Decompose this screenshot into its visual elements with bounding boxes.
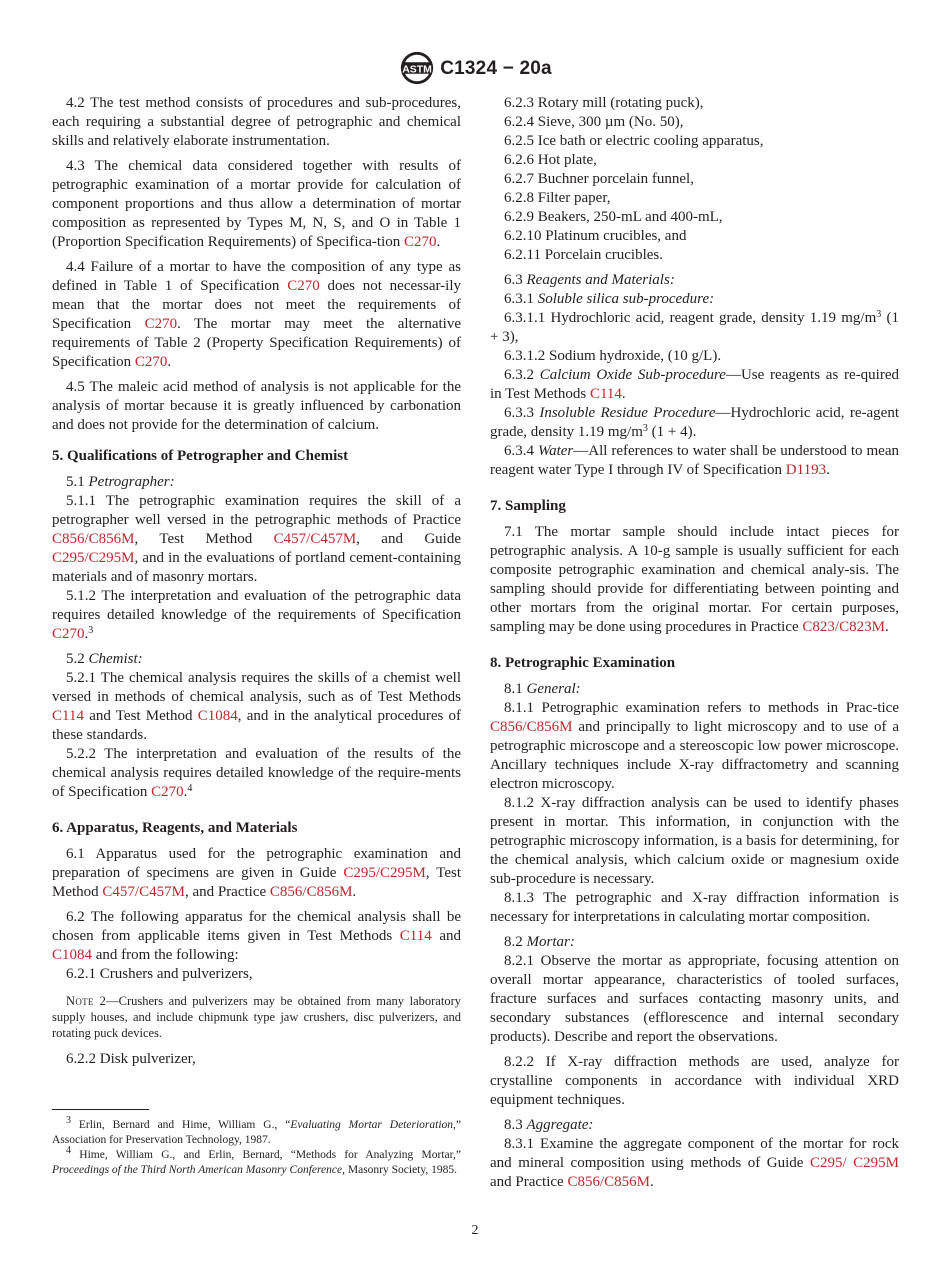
para-7-1-text: 7.1 The mortar sample should include intact pieces for petrographic analysis. A 10-g sample is usually sufficient for each composite petrographic examination and chemical analy-sis. The sampling should provide for differentiating between pointing and other mortars from the original mortar. For certain purposes, sampling may be done using procedures in Practice (490, 524, 899, 635)
para-8-2-2: 8.2.2 If X-ray diffraction methods are used, analyze for crystalline components in accordance with individual XRD equipment techniques. (490, 1054, 899, 1108)
section-5-heading: 5. Qualifications of Petrographer and Chemist (52, 448, 349, 464)
para-5-2-1 (52, 669, 461, 745)
para-5-1-num: 5.1 (66, 474, 85, 490)
para-6-3-title: Reagents and Materials: (526, 272, 675, 288)
para-4-3-text: 4.3 The chemical data considered together with results of petrographic examination of a mortar provide for calculation of component proportions and thus allow a determination of mortar composition as represented by Types M, N, S, and O in Table 1 (Proportion Specification Requirements) of Specifica-tion (52, 158, 461, 250)
para-6-3-2-text: —Use reagents as re-quired in Test Methods (490, 367, 900, 402)
para-8-2-1: 8.2.1 Observe the mortar as appropriate, focusing attention on overall mortar appearance, characteristics of tooled surfaces, fracture surfaces and surfaces contacting masonry units, and secondary substances (efflorescence and internal secondary products). Describe and report the observations. (490, 953, 899, 1045)
para-5-2-1-text-a: 5.2.1 The chemical analysis requires the skills of a chemist well versed in methods of chemical analysis, such as of Test Methods (52, 670, 461, 705)
para-5-2-2-text: 5.2.2 The interpretation and evaluation of the results of the chemical analysis requires detailed knowledge of the require-ments of Specification (52, 746, 461, 800)
para-8-1-1-text-b: and principally to light microscopy and to use of a petrographic microscope and a stereoscopic low power microscope. Ancillary techniques include X-ray diffractometry and scanning electron microscopy. (490, 719, 900, 792)
para-8-2 (490, 933, 899, 952)
para-6-2-10: 6.2.10 Platinum crucibles, and (504, 228, 687, 244)
para-6-2-text-a: 6.2 The following apparatus for the chemical analysis shall be chosen from applicable items given in Test Methods (52, 909, 461, 944)
para-7-1: 7.1 The mortar sample should include intact pieces for petrographic analysis. A 10-g sample is usually sufficient for each composite petrographic examination and chemical analy-sis. The sampling should provide for differentiating between pointing and other mortars from the original mortar. For certain purposes, sampling may be done using procedures in Practice C823/C823M. (490, 524, 899, 635)
link-c1084[interactable]: C1084 (197, 708, 238, 724)
para-6-2-9: 6.2.9 Beakers, 250-mL and 400-mL, (504, 209, 723, 225)
para-5-2 (52, 650, 461, 669)
link-c856[interactable]: C856/C856M (490, 719, 573, 735)
para-5-2-title: Chemist: (88, 651, 143, 667)
link-c270[interactable]: C270 (404, 234, 437, 250)
para-6-3-3-end: (1 + 4). (647, 424, 697, 440)
para-6-3-3-title: Insoluble Residue Procedure (539, 405, 716, 421)
para-5-2-num: 5.2 (66, 651, 85, 667)
para-8-1-title: General: (526, 681, 581, 697)
para-6-3-1-title: Soluble silica sub-procedure: (537, 291, 715, 307)
para-6-3-1-1 (490, 309, 899, 347)
link-c1084[interactable]: C1084 (52, 947, 93, 963)
para-6-3-4-text: —All references to water shall be understood to mean reagent water Type I through IV of Specification (490, 443, 899, 478)
para-4-5: 4.5 The maleic acid method of analysis is not applicable for the analysis of mortar because it is greatly influenced by carbonation and does not provide for the determination of calcium. (52, 379, 461, 433)
footnote-ref-4[interactable]: 4 (187, 783, 193, 794)
link-c270[interactable]: C270 (134, 354, 168, 370)
link-c823[interactable]: C823/C823M (802, 619, 885, 635)
para-6-3-1-1-text-a: 6.3.1.1 Hydrochloric acid, reagent grade, density 1.19 mg/m (504, 310, 877, 326)
note-2-label: Note 2 (66, 994, 107, 1008)
para-8-1-2: 8.1.2 X-ray diffraction analysis can be used to identify phases present in mortar. This information, in conjunction with the petrographic microscopy information, is a basis for determining, for the chemical analysis, which calcium oxide or magnesium oxide sub-procedure is necessary. (490, 795, 899, 887)
para-6-2-1: 6.2.1 Crushers and pulverizers, (66, 966, 253, 982)
para-6-3-4-title: Water (537, 443, 574, 459)
para-4-4: 4.4 Failure of a mortar to have the composition of any type as defined in Table 1 of Specification C270 does not necessar-ily mean that the mortar does not meet the requirements of Specification C270. The mortar may meet the alternative requirements of Table 2 (Property Specification Requirements) of Specification C270. (52, 259, 462, 370)
footnote-3-text-a: Erlin, Bernard and Hime, William G., “ (78, 1119, 291, 1131)
footnote-3-text-b: ,” Association for Preservation Technology, 1987. (52, 1119, 461, 1146)
link-c856[interactable]: C856/C856M (567, 1174, 650, 1190)
para-5-1-1-text-c: , and Guide (356, 531, 462, 547)
para-6-3-1-1-text-b: (1 + 3), (490, 310, 899, 345)
footnotes (52, 1115, 461, 1178)
footnote-4 (52, 1145, 461, 1177)
para-6-2 (52, 908, 461, 965)
link-c457[interactable]: C457/C457M (102, 884, 185, 900)
para-8-3-title: Aggregate: (526, 1117, 594, 1133)
para-4-3: 4.3 The chemical data considered together with results of petrographic examination of a mortar provide for calculation of component proportions and thus allow a determination of mortar composition as represented by Types M, N, S, and O in Table 1 (Proportion Specification Requirements) of Specifica-tion C270. (52, 158, 461, 250)
para-6-2-2: 6.2.2 Disk pulverizer, (66, 1051, 196, 1067)
para-6-2-11: 6.2.11 Porcelain crucibles. (504, 247, 663, 263)
footnote-4-num: 4 (66, 1145, 71, 1156)
para-6-2-8: 6.2.8 Filter paper, (504, 190, 611, 206)
link-c856[interactable]: C856/C856M (269, 884, 353, 900)
link-c457[interactable]: C457/C457M (273, 531, 357, 547)
para-8-2-title: Mortar: (526, 934, 575, 950)
para-8-3-num: 8.3 (504, 1117, 523, 1133)
footnote-3-num: 3 (66, 1115, 71, 1126)
para-6-3-1-num: 6.3.1 (504, 291, 534, 307)
para-4-2: 4.2 The test method consists of procedures and sub-procedures, each requiring a substantial degree of petrographic and chemical skills and relatively elaborate instrumentation. (52, 95, 461, 149)
link-c270[interactable]: C270 (287, 278, 320, 294)
link-c114[interactable]: C114 (399, 928, 432, 944)
para-6-3-4: 6.3.4 Water—All references to water shall be understood to mean reagent water Type I through IV of Specification D1193. (490, 443, 899, 478)
link-c114[interactable]: C114 (589, 386, 622, 402)
para-4-4-text-c: . The mortar may meet the alternative requirements of Table 2 (Property Specification Requirements) of Specification (52, 316, 461, 370)
para-8-3 (490, 1116, 899, 1135)
para-6-1-text-a: 6.1 Apparatus used for the petrographic examination and preparation of specimens are given in Guide (52, 846, 461, 881)
para-6-3-2: 6.3.2 Calcium Oxide Sub-procedure—Use reagents as re-quired in Test Methods C114. (490, 367, 900, 402)
para-6-2-text-b: and (439, 928, 462, 944)
document-id: C1324 − 20a (440, 57, 552, 79)
note-2-text: —Crushers and pulverizers may be obtained from many laboratory supply houses, and include chipmunk type jaw crushers, disc pulverizers, and rotating puck devices. (52, 994, 461, 1040)
para-6-3-3-num: 6.3.3 (504, 405, 534, 421)
para-6-1-text-c: , and Practice (184, 884, 267, 900)
section-8-heading: 8. Petrographic Examination (490, 655, 676, 671)
link-c114[interactable]: C114 (52, 708, 84, 724)
para-6-2-4: 6.2.4 Sieve, 300 µm (No. 50), (504, 114, 684, 130)
para-8-1-3: 8.1.3 The petrographic and X-ray diffraction information is necessary for interpretations in calculating mortar composition. (490, 890, 899, 925)
link-c295[interactable]: C295/C295M (343, 865, 426, 881)
page-number: 2 (471, 1223, 479, 1238)
para-5-2-1-text-c: , and in the analytical procedures of these standards. (52, 708, 462, 743)
para-6-3-3-text: —Hydrochloric acid, re-agent grade, density 1.19 mg/m (490, 405, 899, 440)
para-4-4-text-a: 4.4 Failure of a mortar to have the composition of any type as defined in Table 1 of Specification (52, 259, 461, 294)
para-6-3-num: 6.3 (504, 272, 523, 288)
para-6-2-text-c: and from the following: (95, 947, 239, 963)
para-6-3-1-1-sup: 3 (876, 309, 882, 320)
left-column (52, 94, 461, 1069)
para-6-2-5: 6.2.5 Ice bath or electric cooling apparatus, (504, 133, 764, 149)
footnote-4-text-b: , Masonry Society, 1985. (342, 1163, 458, 1176)
right-column (490, 94, 899, 1192)
para-4-4-text-b: does not necessar-ily mean that the mortar does not meet the requirements of Specification (52, 278, 462, 332)
para-8-3-1-text-a: 8.3.1 Examine the aggregate component of the mortar for rock and mineral composition using methods of Guide (490, 1136, 899, 1171)
para-6-3-4-num: 6.3.4 (504, 443, 534, 459)
para-6-1-text-b: Test Method (52, 865, 461, 900)
footnote-4-title: Proceedings of the Third North American Masonry Conference (52, 1163, 343, 1176)
para-5-1-2: 5.1.2 The interpretation and evaluation of the petrographic data requires detailed knowledge of the requirements of Specification C270.$^3$ (52, 588, 461, 642)
para-6-3 (490, 271, 899, 290)
para-6-3-3 (490, 404, 899, 442)
footnote-ref-3[interactable]: 3 (88, 625, 94, 636)
link-c856[interactable]: C856/C856M (52, 531, 135, 547)
footnote-3 (52, 1115, 461, 1147)
svg-text:ASTM: ASTM (402, 64, 433, 76)
para-6-2-7: 6.2.7 Buchner porcelain funnel, (504, 171, 694, 187)
para-8-3-1-text-b: and Practice (490, 1174, 564, 1190)
para-8-1-1 (490, 699, 899, 794)
link-c270[interactable]: C270 (52, 626, 85, 642)
note-2 (52, 993, 461, 1041)
page-header (0, 49, 950, 87)
para-8-1 (490, 680, 899, 699)
link-c270[interactable]: C270 (144, 316, 178, 332)
link-d1193[interactable]: D1193 (785, 462, 827, 478)
para-6-2-6: 6.2.6 Hot plate, (504, 152, 597, 168)
para-5-1-1 (52, 492, 461, 587)
para-8-1-num: 8.1 (504, 681, 523, 697)
section-7-heading: 7. Sampling (490, 498, 566, 514)
para-6-3-1-2: 6.3.1.2 Sodium hydroxide, (10 g/L). (504, 348, 722, 364)
para-5-1-1-text-d: , and in the evaluations of portland cement-containing materials and of masonry mortars. (52, 550, 461, 585)
para-8-2-num: 8.2 (504, 934, 523, 950)
footnote-3-title: Evaluating Mortar Deterioration (290, 1119, 454, 1131)
para-5-2-2: 5.2.2 The interpretation and evaluation of the results of the chemical analysis requires detailed knowledge of the require-ments of Specification C270.$^4$ (52, 746, 461, 800)
para-6-1: 6.1 Apparatus used for the petrographic examination and preparation of specimens are given in Guide C295/C295M, Test Method C457/C457M, and Practice C856/C856M. (52, 846, 461, 900)
link-c295[interactable]: C295/ C295M (809, 1155, 900, 1171)
footnote-divider (52, 1109, 149, 1110)
para-5-1 (52, 473, 461, 492)
para-6-3-2-title: Calcium Oxide Sub-procedure (539, 367, 726, 383)
para-6-3-3-sup: 3 (642, 423, 648, 434)
footnote-4-text-a: Hime, William G., and Erlin, Bernard, “Methods for Analyzing Mortar,” (79, 1149, 461, 1161)
para-5-1-1-text-b: , Test Method (134, 531, 253, 547)
para-6-3-2-num: 6.3.2 (504, 367, 534, 383)
para-6-3-1 (490, 290, 899, 309)
para-5-1-title: Petrographer: (88, 474, 175, 490)
link-c270[interactable]: C270 (151, 784, 184, 800)
section-6-heading: 6. Apparatus, Reagents, and Materials (52, 820, 298, 836)
para-8-1-1-text-a: 8.1.1 Petrographic examination refers to methods in Prac-tice (504, 700, 899, 716)
para-5-1-1-text-a: 5.1.1 The petrographic examination requires the skill of a petrographer well versed in the petrographic methods of Practice (52, 493, 461, 528)
astm-logo-icon (398, 49, 436, 87)
para-5-2-1-text-b: and Test Method (89, 708, 193, 724)
para-5-1-2-text: 5.1.2 The interpretation and evaluation of the petrographic data requires detailed knowledge of the requirements of Specification (52, 588, 461, 623)
para-8-3-1: 8.3.1 Examine the aggregate component of the mortar for rock and mineral composition using methods of Guide C295/ C295M and Practice C856/C856M. (490, 1136, 900, 1190)
link-c295[interactable]: C295/C295M (52, 550, 135, 566)
para-6-2-3: 6.2.3 Rotary mill (rotating puck), (504, 95, 704, 111)
